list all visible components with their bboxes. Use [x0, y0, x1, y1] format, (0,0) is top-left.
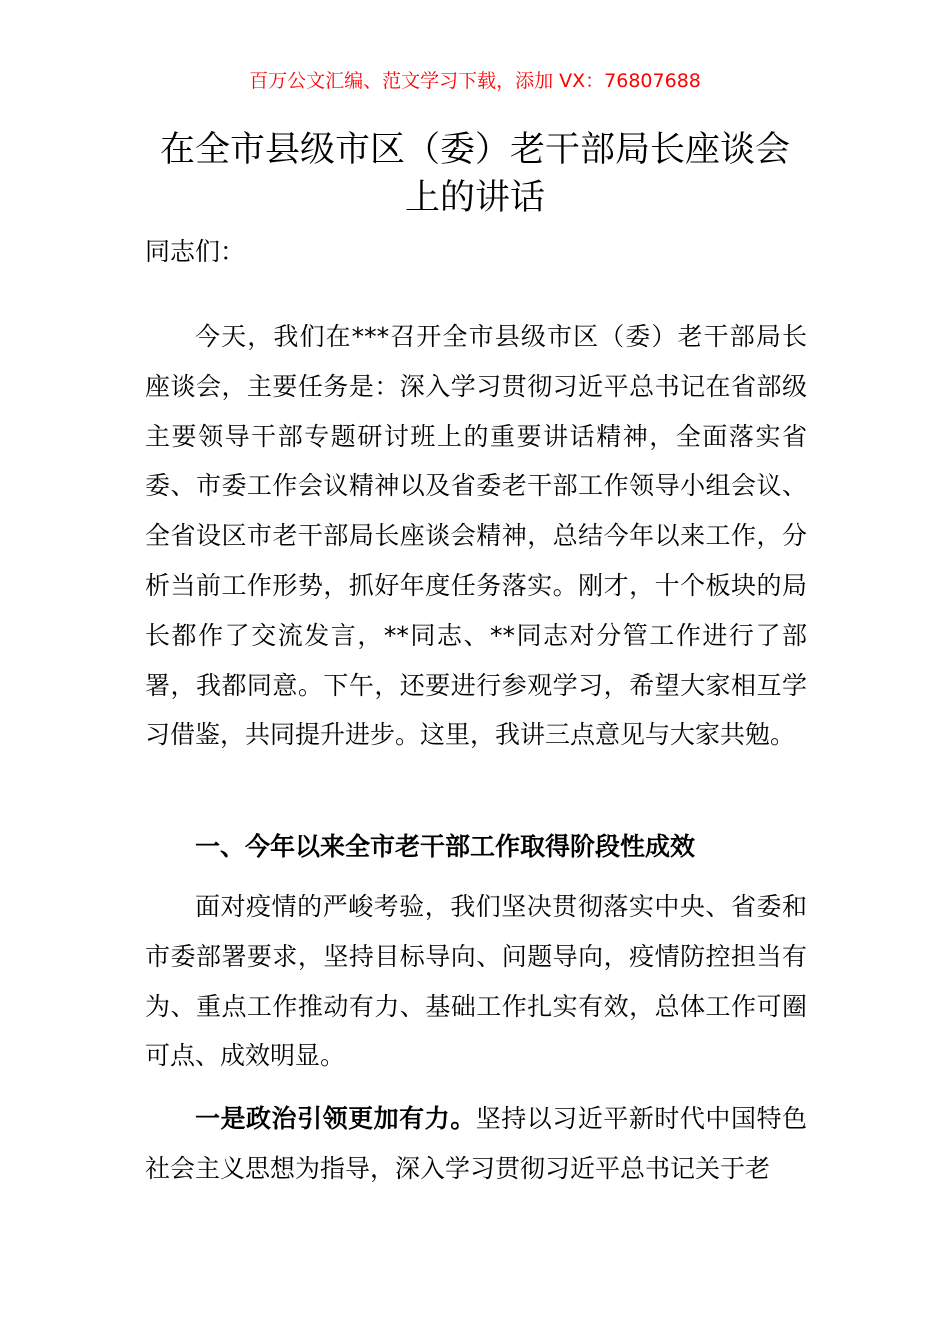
document-title	[145, 126, 805, 222]
section-1-heading: 一、今年以来全市老干部工作取得阶段性成效	[195, 832, 696, 861]
title-line-2: 上的讲话	[404, 178, 545, 218]
point-1-body: 坚持以习近平新时代中国特色社会主义思想为指导，深入学习贯彻习近平总书记关于老	[145, 1104, 807, 1183]
watermark-text: 百万公文汇编、范文学习下载，添加 VX：76807688	[249, 70, 701, 92]
intro-paragraph: 今天，我们在***召开全市县级市区（委）老干部局长座谈会，主要任务是：深入学习贯彻习近平总书记在省部级主要领导干部专题研讨班上的重要讲话精神，全面落实省委、市委工作会议精神以及省委老干部工作领导小组会议、全省设区市老干部局长座谈会精神，总结今年以来工作，分析当前工作形势，抓好年度任务落实。刚才，十个板块的局长都作了交流发言，**同志、**同志对分管工作进行了部署，我都同意。下午，还要进行参观学习，希望大家相互学习借鉴，共同提升进步。这里，我讲三点意见与大家共勉。	[145, 322, 807, 750]
title-line-1: 在全市县级市区（委）老干部局长座谈会	[159, 130, 790, 170]
section-1-paragraph: 面对疫情的严峻考验，我们坚决贯彻落实中央、省委和市委部署要求，坚持目标导向、问题导向，疫情防控担当有为、重点工作推动有力、基础工作扎实有效，总体工作可圈可点、成效明显。	[145, 892, 807, 1071]
point-1-lead: 一是政治引领更加有力。	[195, 1104, 476, 1133]
salutation: 同志们：	[145, 237, 246, 266]
point-1-paragraph	[145, 1094, 807, 1194]
